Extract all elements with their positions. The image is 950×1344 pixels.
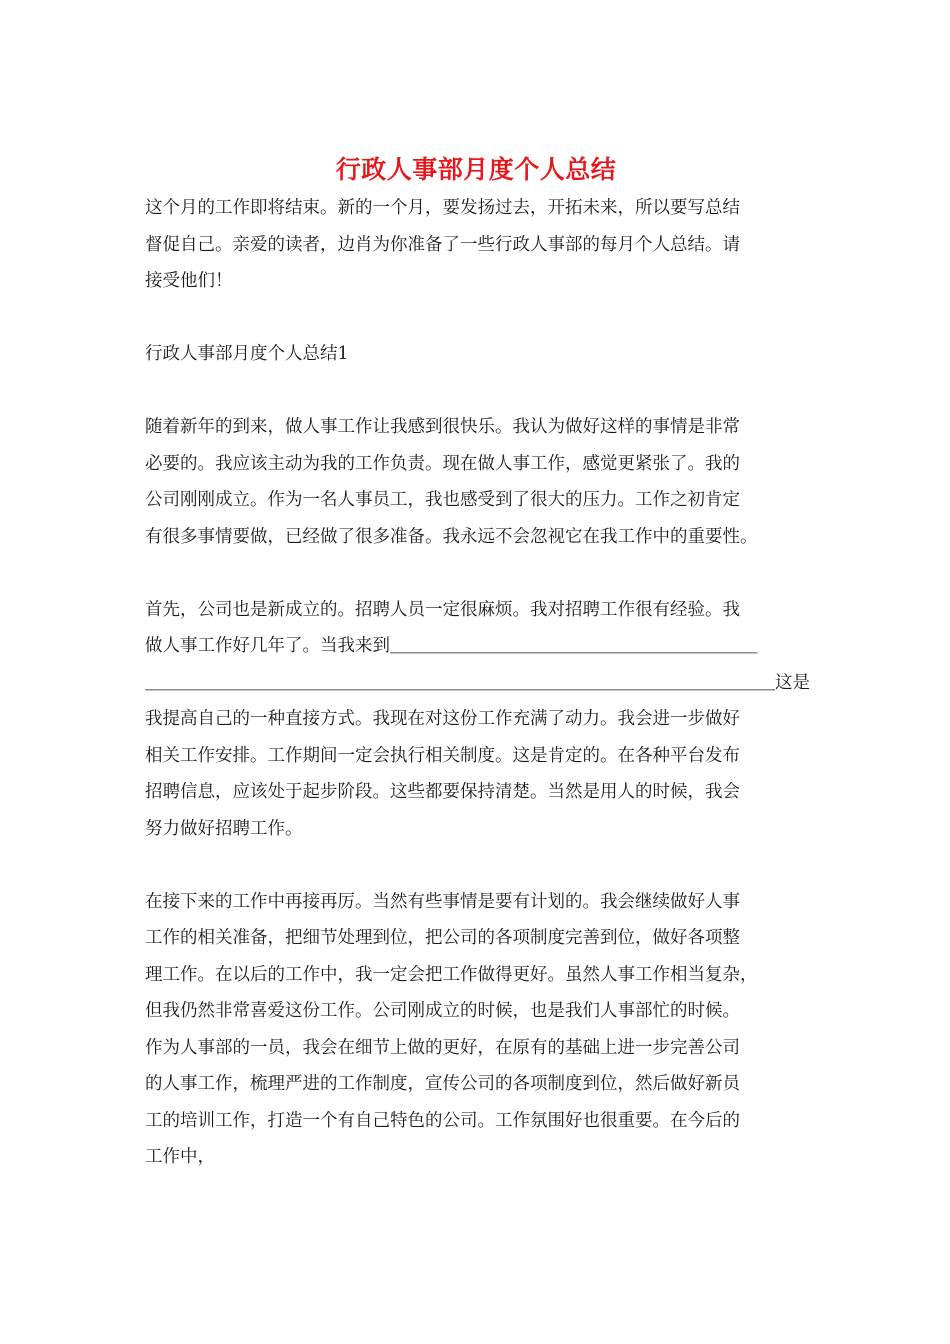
text-line: 招聘信息，应该处于起步阶段。这些都要保持清楚。当然是用人的时候，我会 [145,782,740,802]
text-line: 相关工作安排。工作期间一定会执行相关制度。这是肯定的。在各种平台发布 [145,745,740,766]
document-title: 行政人事部月度个人总结 [335,155,617,184]
text-line: ＿＿＿＿＿＿＿＿＿＿＿＿＿＿＿＿＿＿＿＿＿＿＿＿＿＿＿＿＿＿＿＿＿＿＿＿这是 [145,672,810,693]
text-line: 接受他们！ [145,271,233,291]
text-line: 首先，公司也是新成立的。招聘人员一定很麻烦。我对招聘工作很有经验。我 [145,599,740,620]
text-line: 但我仍然非常喜爱这份工作。公司刚成立的时候，也是我们人事部忙的时候。 [145,1001,740,1021]
body-paragraph-2 [145,592,810,848]
text-line: 在接下来的工作中再接再厉。当然有些事情是要有计划的。我会继续做好人事 [145,891,740,912]
body-paragraph-3 [145,884,807,1176]
text-line: 理工作。在以后的工作中，我一定会把工作做得更好。虽然人事工作相当复杂， [145,964,758,985]
text-line: 随着新年的到来，做人事工作让我感到很快乐。我认为做好这样的事情是非常 [145,417,740,437]
text-line: 努力做好招聘工作。 [145,818,303,839]
text-line: 有很多事情要做，已经做了很多准备。我永远不会忽视它在我工作中的重要性。 [145,526,758,547]
paragraph-spacer [145,555,807,592]
text-line: 必要的。我应该主动为我的工作负责。现在做人事工作，感觉更紧张了。我的 [145,453,740,474]
document-page [145,150,810,1176]
paragraph-spacer [145,373,807,410]
paragraph-spacer [145,847,807,884]
text-line: 督促自己。亲爱的读者，边肖为你准备了一些行政人事部的每月个人总结。请 [145,234,740,255]
section-heading: 行政人事部月度个人总结1 [145,344,349,364]
text-line: 做人事工作好几年了。当我来到＿＿＿＿＿＿＿＿＿＿＿＿＿＿＿＿＿＿＿＿＿ [145,636,758,656]
text-line: 公司刚刚成立。作为一名人事员工，我也感受到了很大的压力。工作之初肯定 [145,490,740,510]
text-line: 的人事工作，梳理严进的工作制度，宣传公司的各项制度到位，然后做好新员 [145,1074,740,1094]
text-line: 这个月的工作即将结束。新的一个月，要发扬过去，开拓未来，所以要写总结 [145,198,740,218]
paragraph-spacer [145,300,807,337]
text-line: 工作中， [145,1147,215,1167]
text-line: 工的培训工作，打造一个有自己特色的公司。工作氛围好也很重要。在今后的 [145,1110,740,1131]
intro-paragraph [145,190,807,300]
text-line: 作为人事部的一员，我会在细节上做的更好，在原有的基础上进一步完善公司 [145,1037,740,1058]
text-line: 我提高自己的一种直接方式。我现在对这份工作充满了动力。我会进一步做好 [145,709,740,729]
body-paragraph-1 [145,409,807,555]
text-line: 工作的相关准备，把细节处理到位，把公司的各项制度完善到位，做好各项整 [145,928,740,948]
